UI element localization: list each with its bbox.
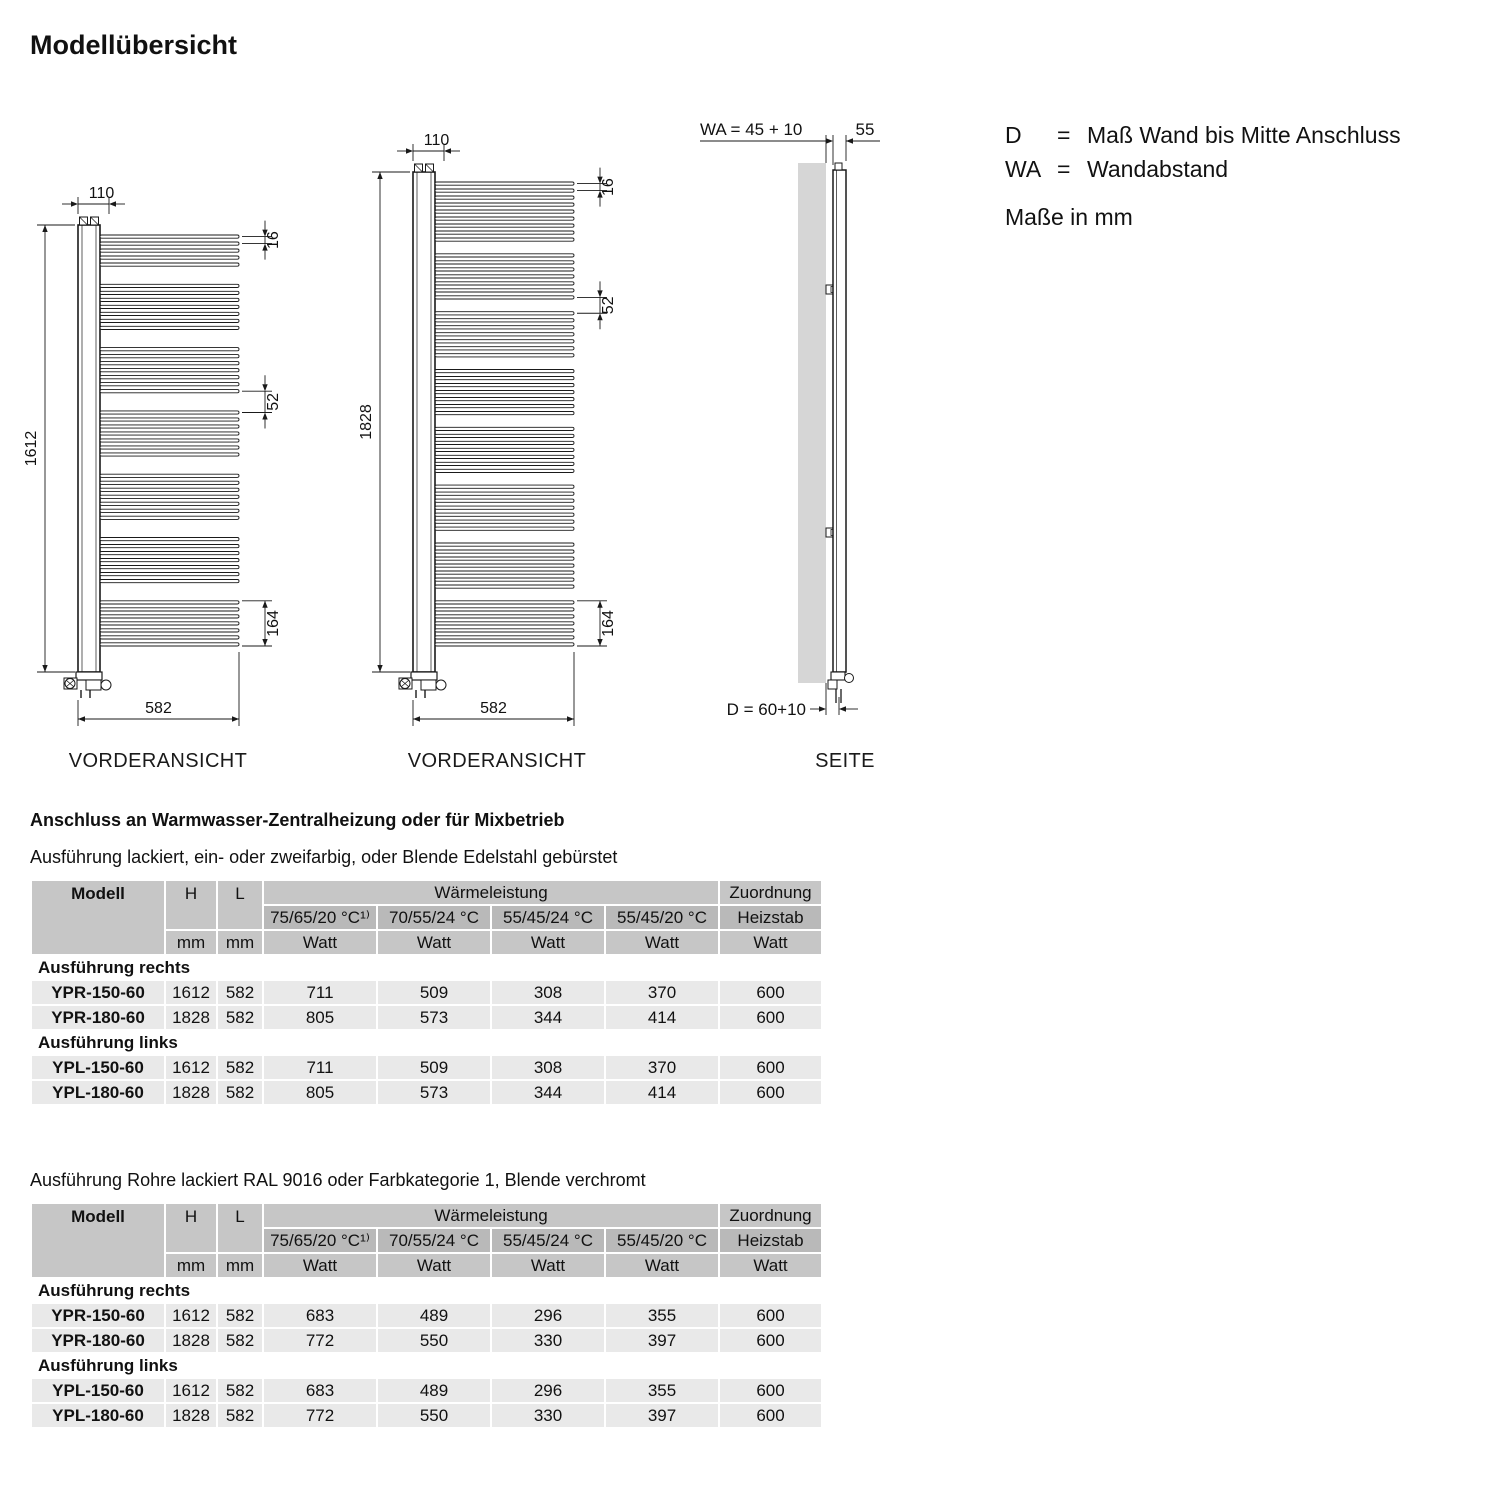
heating-tube (435, 557, 574, 560)
dim-top-width: 110 (88, 185, 115, 202)
unit-mm: mm (217, 1253, 263, 1278)
heating-tube (435, 520, 574, 523)
cell-l: 582 (217, 980, 263, 1005)
cell-watt-1: 711 (263, 980, 377, 1005)
cell-heater-watt: 600 (719, 1080, 822, 1105)
cell-heater-watt: 600 (719, 1328, 822, 1353)
unit-watt: Watt (377, 930, 491, 955)
cell-watt-2: 489 (377, 1378, 491, 1403)
heating-tube (100, 411, 239, 414)
cell-watt-2: 550 (377, 1328, 491, 1353)
front-view-drawing-1612 (15, 105, 315, 790)
table-section-label: Ausführung rechts (31, 1278, 822, 1303)
cell-watt-3: 296 (491, 1303, 605, 1328)
heating-tube (435, 275, 574, 278)
table-row (31, 1055, 822, 1080)
cell-heater-watt: 600 (719, 1378, 822, 1403)
cell-model: YPL-150-60 (31, 1378, 165, 1403)
heating-tube (100, 425, 239, 428)
unit-watt: Watt (605, 1253, 719, 1278)
cell-watt-4: 397 (605, 1328, 719, 1353)
heating-tube (435, 312, 574, 315)
cell-watt-3: 308 (491, 980, 605, 1005)
heating-tube (100, 502, 239, 505)
dim-connection: D = 60+10 (726, 700, 806, 719)
heating-tube (100, 432, 239, 435)
table-section-row (31, 955, 822, 980)
heating-tube (100, 566, 239, 569)
heating-tube (100, 242, 239, 245)
cell-watt-4: 397 (605, 1403, 719, 1428)
dim-width: 582 (480, 700, 507, 717)
heating-tube (435, 231, 574, 234)
table-row (31, 1378, 822, 1403)
cell-h: 1612 (165, 980, 217, 1005)
heating-tube (435, 564, 574, 567)
heating-tube (435, 571, 574, 574)
unit-mm: mm (165, 930, 217, 955)
legend-item-d (1005, 122, 1401, 149)
heating-tube (100, 355, 239, 358)
heating-tube (435, 434, 574, 437)
table-section-label: Ausführung rechts (31, 955, 822, 980)
cell-watt-4: 370 (605, 980, 719, 1005)
heating-tube (100, 249, 239, 252)
dim-group-gap: 52 (265, 392, 282, 411)
col-header-heater: Heizstab (719, 905, 822, 930)
performance-table-2 (30, 1202, 823, 1429)
col-header-model: Modell (31, 880, 165, 955)
cell-watt-2: 573 (377, 1080, 491, 1105)
heating-tube (435, 469, 574, 472)
heating-tube (435, 601, 574, 604)
heating-tube (435, 485, 574, 488)
heating-tube (435, 224, 574, 227)
heating-tube (100, 545, 239, 548)
heating-tube (435, 513, 574, 516)
cell-watt-1: 772 (263, 1328, 377, 1353)
heating-tube (435, 282, 574, 285)
top-cap (835, 163, 842, 170)
heating-tube (100, 376, 239, 379)
heating-tube (100, 362, 239, 365)
cell-heater-watt: 600 (719, 1303, 822, 1328)
unit-watt: Watt (491, 930, 605, 955)
cell-l: 582 (217, 1403, 263, 1428)
unit-mm: mm (217, 930, 263, 955)
col-header-temp-4: 55/45/20 °C (605, 1228, 719, 1253)
heating-tube (100, 305, 239, 308)
heating-tube (435, 506, 574, 509)
cell-model: YPL-180-60 (31, 1080, 165, 1105)
col-header-temp-3: 55/45/24 °C (491, 905, 605, 930)
cell-watt-3: 344 (491, 1080, 605, 1105)
col-header-temp-2: 70/55/24 °C (377, 1228, 491, 1253)
heating-tube (100, 439, 239, 442)
legend-abbr-wa: WA (1005, 156, 1042, 182)
cell-watt-4: 414 (605, 1005, 719, 1030)
cell-watt-2: 550 (377, 1403, 491, 1428)
heating-tube (435, 550, 574, 553)
col-header-h: H (165, 880, 217, 930)
heating-tube (435, 210, 574, 213)
collector-tube (413, 172, 435, 672)
table1-subtitle: Ausführung lackiert, ein- oder zweifarbig, oder Blende Edelstahl gebürstet (30, 847, 618, 867)
heating-tube (435, 427, 574, 430)
dim-bottom-group: 164 (265, 610, 282, 637)
col-header-temp-2: 70/55/24 °C (377, 905, 491, 930)
cell-l: 582 (217, 1328, 263, 1353)
cell-l: 582 (217, 1055, 263, 1080)
heating-tube (100, 312, 239, 315)
heating-tube (435, 448, 574, 451)
table-row (31, 1328, 822, 1353)
heating-tube (100, 516, 239, 519)
valve-right (421, 680, 436, 690)
heating-tube (435, 527, 574, 530)
wall (798, 163, 826, 683)
heating-tube (100, 291, 239, 294)
table-section-label: Ausführung links (31, 1030, 822, 1055)
legend-eq: = (1057, 156, 1071, 182)
cell-watt-4: 414 (605, 1080, 719, 1105)
heating-tube (100, 601, 239, 604)
heating-tube (435, 398, 574, 401)
unit-watt: Watt (263, 1253, 377, 1278)
cell-watt-1: 683 (263, 1378, 377, 1403)
heating-tube (435, 615, 574, 618)
cell-model: YPR-180-60 (31, 1328, 165, 1353)
heating-tube (100, 538, 239, 541)
heating-tube (435, 643, 574, 646)
cell-watt-1: 805 (263, 1080, 377, 1105)
legend-eq: = (1057, 122, 1071, 148)
heating-tube (100, 383, 239, 386)
valve-block (831, 672, 845, 680)
heating-tube (435, 543, 574, 546)
cell-watt-4: 370 (605, 1055, 719, 1080)
cell-h: 1828 (165, 1080, 217, 1105)
table2-container (30, 1202, 823, 1429)
heating-tube (100, 348, 239, 351)
heating-tube (100, 319, 239, 322)
heating-tube (435, 347, 574, 350)
cell-watt-1: 711 (263, 1055, 377, 1080)
legend-text-wa: Wandabstand (1087, 156, 1229, 182)
cell-watt-3: 308 (491, 1055, 605, 1080)
table-section-row (31, 1353, 822, 1378)
heating-tube (435, 585, 574, 588)
dim-tube-pitch: 16 (600, 178, 617, 196)
heating-tube (100, 552, 239, 555)
cell-watt-3: 330 (491, 1403, 605, 1428)
heating-tube (100, 559, 239, 562)
heating-tube (435, 196, 574, 199)
heating-tube (435, 499, 574, 502)
heating-tube (435, 319, 574, 322)
legend-text-d: Maß Wand bis Mitte Anschluss (1087, 122, 1401, 148)
heating-tube (100, 608, 239, 611)
unit-watt: Watt (491, 1253, 605, 1278)
dim-depth: 55 (855, 120, 875, 139)
heating-tube (435, 412, 574, 415)
heating-tube (435, 217, 574, 220)
heating-tube (100, 369, 239, 372)
cell-h: 1612 (165, 1055, 217, 1080)
heating-tube (100, 481, 239, 484)
heating-tube (100, 284, 239, 287)
front-view-drawing-1828 (350, 105, 650, 790)
table-section-row (31, 1030, 822, 1055)
unit-mm: mm (165, 1253, 217, 1278)
table1-container (30, 879, 823, 1106)
table-row (31, 1005, 822, 1030)
cell-watt-2: 489 (377, 1303, 491, 1328)
dim-top-width: 110 (423, 132, 450, 149)
heating-tube (100, 263, 239, 266)
heating-tube (435, 622, 574, 625)
cell-watt-1: 683 (263, 1303, 377, 1328)
dim-wall-distance: WA = 45 + 10 (700, 120, 803, 139)
heating-tube (435, 391, 574, 394)
cell-heater-watt: 600 (719, 1403, 822, 1428)
heating-tube (100, 474, 239, 477)
heating-tube (435, 254, 574, 257)
heating-tube (435, 238, 574, 241)
heating-tube (435, 578, 574, 581)
collector-tube (78, 225, 100, 672)
unit-watt: Watt (377, 1253, 491, 1278)
cell-h: 1612 (165, 1378, 217, 1403)
caption-side-view: SEITE (815, 750, 875, 772)
cell-model: YPR-150-60 (31, 1303, 165, 1328)
cell-watt-3: 344 (491, 1005, 605, 1030)
heating-tube (100, 509, 239, 512)
heating-tube (435, 182, 574, 185)
valve-block (76, 672, 102, 680)
cell-l: 582 (217, 1005, 263, 1030)
heating-tube (100, 298, 239, 301)
heating-tube (435, 608, 574, 611)
heating-tube (100, 446, 239, 449)
cell-heater-watt: 600 (719, 1055, 822, 1080)
unit-watt: Watt (605, 930, 719, 955)
side-view-drawing (660, 105, 980, 790)
table-section-row (31, 1278, 822, 1303)
radiator-profile (833, 170, 846, 672)
heating-tube (435, 189, 574, 192)
cell-model: YPL-180-60 (31, 1403, 165, 1428)
valve-right (86, 680, 101, 690)
caption-front-view-2: VORDERANSICHT (407, 750, 587, 772)
section-heading: Anschluss an Warmwasser-Zentralheizung oder für Mixbetrieb (30, 810, 565, 830)
cell-model: YPR-180-60 (31, 1005, 165, 1030)
heating-tube (435, 261, 574, 264)
col-header-temp-1: 75/65/20 °C¹⁾ (263, 1228, 377, 1253)
table-section-label: Ausführung links (31, 1353, 822, 1378)
heating-tube (435, 370, 574, 373)
col-header-assignment: Zuordnung (719, 880, 822, 905)
cell-l: 582 (217, 1303, 263, 1328)
col-header-power: Wärmeleistung (263, 1203, 719, 1228)
col-header-temp-3: 55/45/24 °C (491, 1228, 605, 1253)
heating-tube (100, 636, 239, 639)
legend-abbr-d: D (1005, 122, 1022, 148)
heating-tube (435, 203, 574, 206)
table-row (31, 1403, 822, 1428)
cell-l: 582 (217, 1080, 263, 1105)
caption-front-view-1: VORDERANSICHT (68, 750, 248, 772)
heating-tube (100, 629, 239, 632)
table-row (31, 1303, 822, 1328)
cell-h: 1612 (165, 1303, 217, 1328)
dim-height: 1612 (23, 430, 40, 467)
heating-tube (435, 354, 574, 357)
col-header-h: H (165, 1203, 217, 1253)
heating-tube (435, 296, 574, 299)
heating-tube (435, 441, 574, 444)
cell-model: YPL-150-60 (31, 1055, 165, 1080)
heating-tube (100, 326, 239, 329)
col-header-model: Modell (31, 1203, 165, 1278)
dim-width: 582 (145, 700, 172, 717)
units-note: Maße in mm (1005, 204, 1133, 230)
cell-watt-3: 330 (491, 1328, 605, 1353)
dim-height: 1828 (358, 404, 375, 440)
cell-model: YPR-150-60 (31, 980, 165, 1005)
heating-tube (100, 235, 239, 238)
unit-watt: Watt (719, 930, 822, 955)
cell-watt-1: 805 (263, 1005, 377, 1030)
col-header-temp-4: 55/45/20 °C (605, 905, 719, 930)
dim-tube-pitch: 16 (265, 231, 282, 249)
legend (1005, 122, 1401, 231)
performance-table-1 (30, 879, 823, 1106)
heating-tube (435, 268, 574, 271)
heating-tube (100, 580, 239, 583)
col-header-heater: Heizstab (719, 1228, 822, 1253)
heating-tube (100, 573, 239, 576)
page-title: Modellübersicht (30, 30, 238, 60)
heating-tube (435, 629, 574, 632)
cell-watt-2: 573 (377, 1005, 491, 1030)
legend-item-wa (1005, 156, 1401, 183)
heating-tube (100, 418, 239, 421)
valve-block (411, 672, 437, 680)
heating-tube (100, 256, 239, 259)
heating-tube (100, 453, 239, 456)
valve-body (828, 680, 837, 689)
heating-tube (100, 615, 239, 618)
heating-tube (100, 643, 239, 646)
cell-l: 582 (217, 1378, 263, 1403)
cell-heater-watt: 600 (719, 1005, 822, 1030)
cell-watt-2: 509 (377, 1055, 491, 1080)
heating-tube (435, 340, 574, 343)
cell-h: 1828 (165, 1005, 217, 1030)
heating-tube (435, 636, 574, 639)
table2-subtitle: Ausführung Rohre lackiert RAL 9016 oder Farbkategorie 1, Blende verchromt (30, 1170, 646, 1190)
cell-watt-3: 296 (491, 1378, 605, 1403)
table-row (31, 1080, 822, 1105)
heating-tube (435, 333, 574, 336)
heating-tube (100, 495, 239, 498)
cell-watt-2: 509 (377, 980, 491, 1005)
unit-watt: Watt (263, 930, 377, 955)
col-header-temp-1: 75/65/20 °C¹⁾ (263, 905, 377, 930)
heating-tube (435, 289, 574, 292)
cell-watt-4: 355 (605, 1378, 719, 1403)
dim-group-gap: 52 (600, 296, 617, 315)
heating-tube (435, 455, 574, 458)
heating-tube (435, 377, 574, 380)
heating-tube (100, 622, 239, 625)
cell-watt-1: 772 (263, 1403, 377, 1428)
heating-tube (435, 405, 574, 408)
heating-tube (435, 384, 574, 387)
heating-tube (100, 390, 239, 393)
cell-heater-watt: 600 (719, 980, 822, 1005)
heating-tube (435, 326, 574, 329)
col-header-l: L (217, 1203, 263, 1253)
table-row (31, 980, 822, 1005)
col-header-assignment: Zuordnung (719, 1203, 822, 1228)
heating-tube (435, 492, 574, 495)
unit-watt: Watt (719, 1253, 822, 1278)
cell-h: 1828 (165, 1403, 217, 1428)
col-header-power: Wärmeleistung (263, 880, 719, 905)
heating-tube (100, 488, 239, 491)
cell-watt-4: 355 (605, 1303, 719, 1328)
dim-bottom-group: 164 (600, 610, 617, 637)
cell-h: 1828 (165, 1328, 217, 1353)
heating-tube (435, 462, 574, 465)
col-header-l: L (217, 880, 263, 930)
